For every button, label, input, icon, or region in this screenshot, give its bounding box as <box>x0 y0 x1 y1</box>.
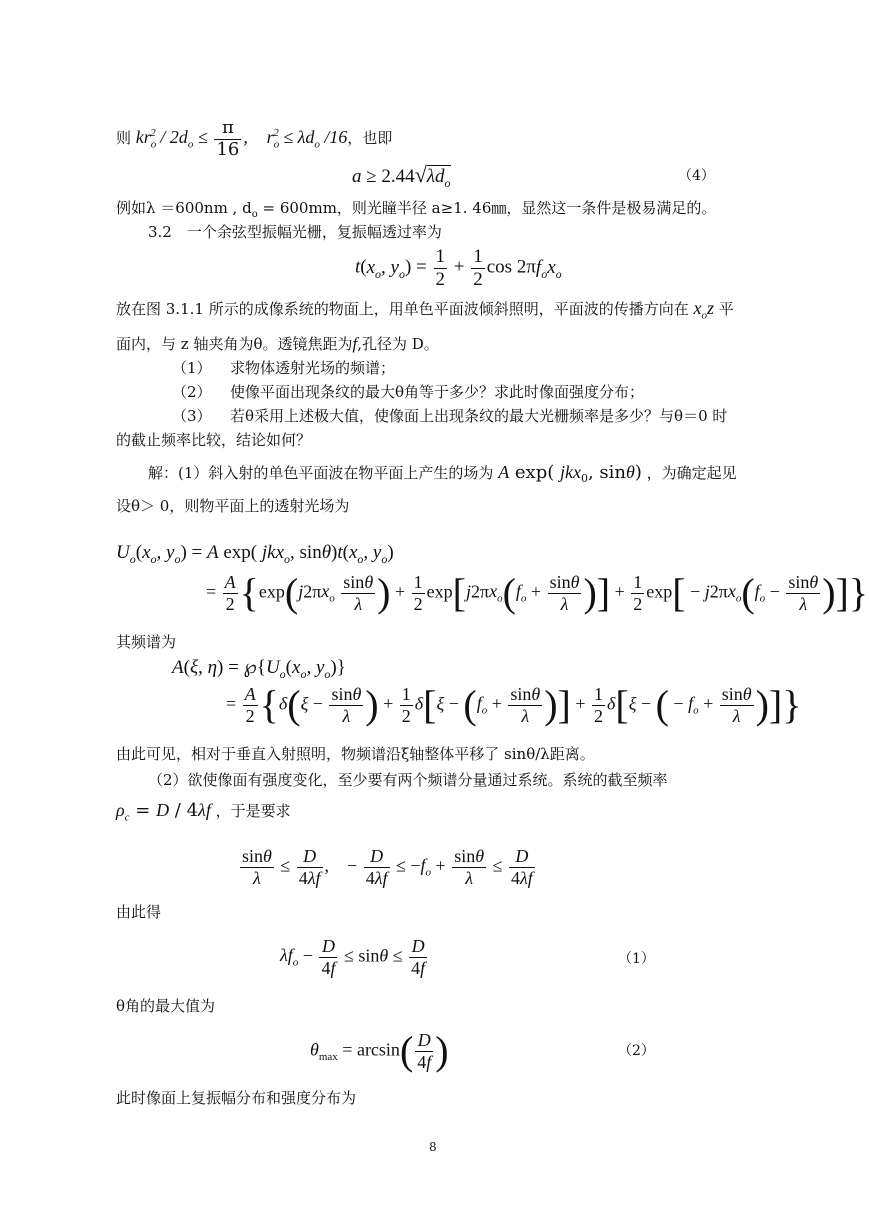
text-line-6: 放在图 3.1.1 所示的成像系统的物面上，用单色平面波倾斜照明，平面波的传播方向在 $x_oz$ 平 <box>116 298 734 322</box>
part-2-line-2: $\rho_c = D / 4\lambda f$ ，于是要求 <box>116 800 291 824</box>
part-2-line-1: （2）欲使像面有强度变化，至少要有两个频谱分量通过系统。系统的截至频率 <box>148 771 668 789</box>
question-3-number: （3） <box>172 407 212 425</box>
question-3-continuation: 的截止频率比较，结论如何？ <box>116 431 312 449</box>
equation-4-label: （4） <box>678 168 715 184</box>
equation-4: $a \ge 2.44√\lambda d_o$ <box>352 162 451 190</box>
question-2-text: 使像平面出现条纹的最大θ角等于多少？求此时像面强度分布； <box>230 383 645 401</box>
shift-text: 由此可见，相对于垂直入射照明，物频谱沿ξ轴整体平移了 sinθ/λ距离。 <box>116 745 595 763</box>
equation-inequality: $\frac{\sin\theta}{\lambda}$ ≤ $\frac{D}{4\lambda f}$ , − $\frac{D}{4\lambda f}$ ≤ $-f_o$ + $\frac{\sin\theta}{\lambda}$ ≤ $\frac{D}{4\lambda f}$ <box>242 846 533 888</box>
equation-spectrum-line-1: A(ξ, $\eta) = ℘\{U_o(x_o$, $y_o$)} <box>172 657 346 681</box>
equation-transmittance: $t(x_o$, $y_o$) = $\frac{1}{2}$ + $\frac{1}{2}$ $\cos 2\pi f_ox_o$ <box>355 246 562 290</box>
question-1-text: 求物体透射光场的频谱； <box>230 359 396 377</box>
equation-1-label: （1） <box>618 951 655 967</box>
text-line-1: 则 $kr_o^2 / 2d_o$ ≤ $\frac{\pi}{16}$ , $r_o^2 \le \lambda d_o$ /16，也即 <box>116 117 393 160</box>
equation-2: $\theta_{max} = \arcsin$( $\frac{D}{4f}$ ) <box>310 1028 449 1074</box>
equation-spectrum-line-2: = $\frac{A}{2}$ {δ(ξ − $\frac{\sin\theta}{\lambda}$ ) + $\frac{1}{2}$ $\delta[\xi - (f_o$ + $\frac{\sin\theta}{\lambda}$ )] + $\frac{1}{2}$ δ[ξ − ( − $f_o$ + $\frac{\sin\theta}{\lambda}$ )]} <box>226 682 802 728</box>
spectrum-label: 其频谱为 <box>116 633 177 651</box>
page-number: 8 <box>429 1140 437 1154</box>
solution-line-1: 解：(1）斜入射的单色平面波在物平面上产生的场为 A exp( jkx$_0$, sinθ) ，为确定起见 <box>148 462 737 485</box>
derive-label: 由此得 <box>116 903 162 921</box>
question-1-number: （1） <box>172 359 212 377</box>
equation-2-label: （2） <box>618 1043 655 1059</box>
equation-1: $\lambda f_o$ − $\frac{D}{4f}$ ≤ sinθ ≤ $\frac{D}{4f}$ <box>280 936 426 978</box>
text-line-7: 面内，与 z 轴夹角为θ。透镜焦距为f,孔径为 D。 <box>116 334 439 353</box>
text-line-3: 例如λ ＝600nm , $d_o = 600mm$，则光瞳半径 a≥1. 46㎜，显然这一条件是极易满足的。 <box>116 199 717 220</box>
equation-field-line-1: $U_o(x_o$, $y_o) = A$ exp( jkx$_o$, $\sin\theta)t(x_o$, $y_o$) <box>116 542 394 566</box>
equation-field-line-2: = $\frac{A}{2}$ {$\exp(j2\pi x_o$ $\frac{\sin\theta}{\lambda}$ ) + $\frac{1}{2}$ $\exp[j2\pi x_o(f_o$ + $\frac{\sin\theta}{\lambda}$ )] + $\frac{1}{2}$ $\exp[ - j2\pi x_o(f_o$ − $\frac{\sin\theta}{\lambda}$ )]} <box>206 570 869 616</box>
solution-line-2: 设θ＞ 0，则物平面上的透射光场为 <box>116 497 350 515</box>
theta-max-text: θ角的最大值为 <box>116 997 216 1015</box>
text-line-4: 3.2 一个余弦型振幅光栅，复振幅透过率为 <box>148 223 442 241</box>
question-2-number: （2） <box>172 383 212 401</box>
question-3-text: 若θ采用上述极大值，使像面上出现条纹的最大光栅频率是多少？与θ＝0 时 <box>230 407 728 425</box>
final-text: 此时像面上复振幅分布和强度分布为 <box>116 1089 357 1107</box>
